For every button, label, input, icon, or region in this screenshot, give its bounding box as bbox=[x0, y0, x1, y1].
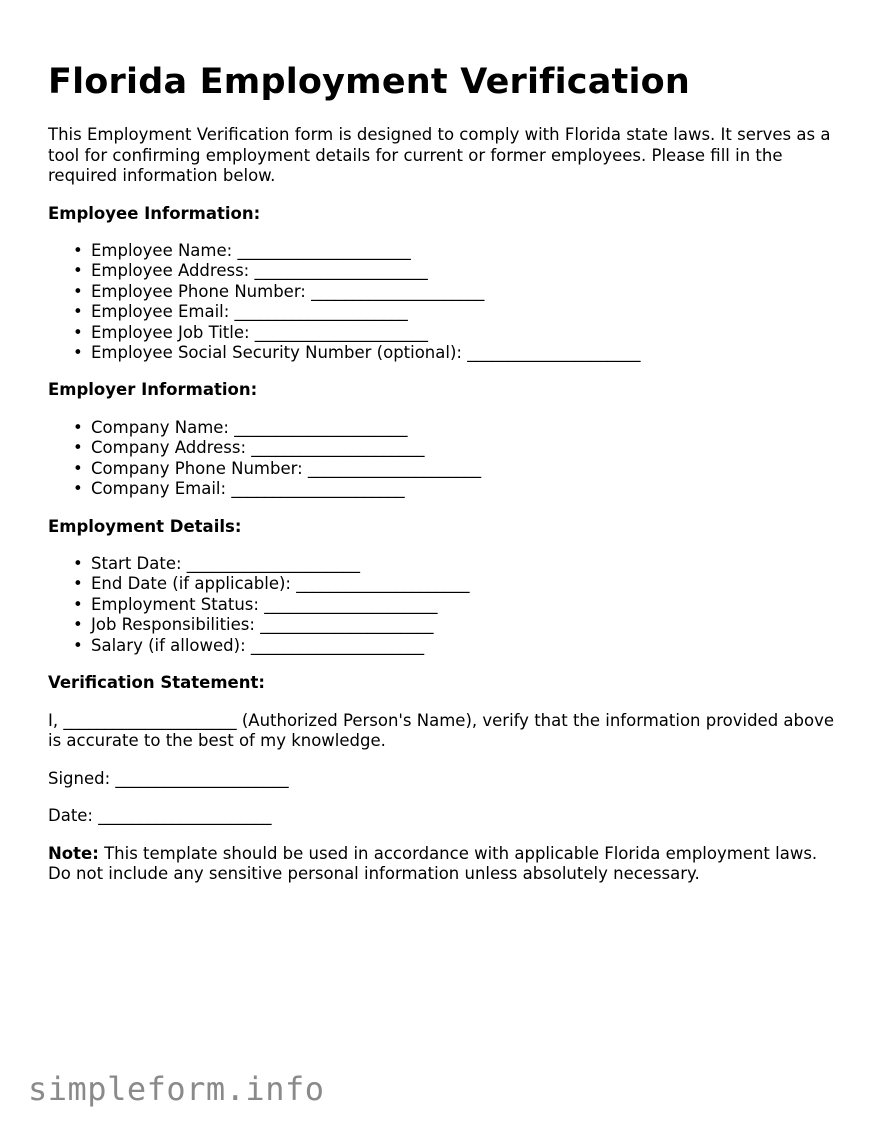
bullet-icon: • bbox=[73, 438, 83, 458]
employee-section-heading: Employee Information: bbox=[48, 203, 261, 223]
bullet-icon: • bbox=[73, 322, 83, 342]
field-job-responsibilities: Job Responsibilities: _____________________ bbox=[91, 615, 434, 635]
list-item[interactable] bbox=[73, 438, 838, 458]
list-item[interactable] bbox=[73, 302, 838, 322]
bullet-icon: • bbox=[73, 458, 83, 478]
field-employee-email: Employee Email: _____________________ bbox=[91, 302, 408, 322]
note-paragraph bbox=[48, 844, 838, 885]
page-title: Florida Employment Verification bbox=[48, 62, 691, 102]
list-item[interactable] bbox=[73, 479, 838, 499]
field-employee-name: Employee Name: _____________________ bbox=[91, 241, 411, 260]
field-employment-status: Employment Status: _____________________ bbox=[91, 594, 438, 614]
field-company-phone: Company Phone Number: _____________________ bbox=[91, 458, 482, 478]
employment-section-heading: Employment Details: bbox=[48, 516, 242, 536]
bullet-icon: • bbox=[73, 479, 83, 499]
list-item[interactable] bbox=[73, 458, 838, 479]
field-company-name: Company Name: _____________________ bbox=[91, 417, 408, 437]
bullet-icon: • bbox=[73, 574, 83, 594]
bullet-icon: • bbox=[73, 343, 83, 363]
list-item[interactable] bbox=[73, 417, 838, 438]
note-label: Note: bbox=[48, 843, 99, 863]
field-employee-phone: Employee Phone Number: _____________________ bbox=[91, 281, 485, 301]
bullet-icon: • bbox=[73, 554, 83, 574]
employment-fields-list bbox=[48, 554, 838, 656]
employee-fields-list bbox=[48, 241, 838, 363]
field-company-address: Company Address: _____________________ bbox=[91, 438, 425, 458]
intro-paragraph: This Employment Verification form is designed to comply with Florida state laws. It serves as a tool for confirming employment details for current or former employees. Please fill in the required information below. bbox=[48, 125, 831, 185]
signed-line[interactable]: Signed: _____________________ bbox=[48, 768, 289, 788]
list-item[interactable] bbox=[73, 322, 838, 343]
list-item[interactable] bbox=[73, 343, 838, 363]
field-end-date: End Date (if applicable): _____________________ bbox=[91, 574, 470, 594]
list-item[interactable] bbox=[73, 635, 838, 656]
field-company-email: Company Email: _____________________ bbox=[91, 479, 405, 499]
employer-fields-list bbox=[48, 418, 838, 500]
list-item[interactable] bbox=[73, 554, 838, 574]
bullet-icon: • bbox=[73, 615, 83, 635]
field-start-date: Start Date: _____________________ bbox=[91, 554, 361, 574]
watermark: simpleform.info bbox=[28, 1070, 325, 1108]
bullet-icon: • bbox=[73, 635, 83, 655]
document-page bbox=[48, 58, 838, 885]
field-employee-job-title: Employee Job Title: _____________________ bbox=[91, 322, 429, 342]
list-item[interactable] bbox=[73, 281, 838, 302]
field-salary: Salary (if allowed): _____________________ bbox=[91, 635, 425, 655]
field-employee-ssn: Employee Social Security Number (optional): _____________________ bbox=[91, 343, 641, 363]
verification-section-heading: Verification Statement: bbox=[48, 673, 265, 693]
list-item[interactable] bbox=[73, 615, 838, 635]
bullet-icon: • bbox=[73, 261, 83, 281]
date-line[interactable]: Date: _____________________ bbox=[48, 806, 272, 826]
employer-section-heading: Employer Information: bbox=[48, 380, 258, 400]
bullet-icon: • bbox=[73, 281, 83, 301]
bullet-icon: • bbox=[73, 594, 83, 614]
list-item[interactable] bbox=[73, 261, 838, 281]
bullet-icon: • bbox=[73, 302, 83, 322]
note-text: This template should be used in accordance with applicable Florida employment laws. Do not include any sensitive personal information unless absolutely necessary. bbox=[48, 843, 818, 884]
bullet-icon: • bbox=[73, 241, 83, 260]
field-employee-address: Employee Address: _____________________ bbox=[91, 261, 428, 281]
list-item[interactable] bbox=[73, 594, 838, 615]
bullet-icon: • bbox=[73, 417, 83, 437]
list-item[interactable] bbox=[73, 241, 838, 261]
verification-statement[interactable]: I, _____________________ (Authorized Person's Name), verify that the information provided above is accurate to the best of my knowledge. bbox=[48, 710, 835, 751]
list-item[interactable] bbox=[73, 574, 838, 594]
